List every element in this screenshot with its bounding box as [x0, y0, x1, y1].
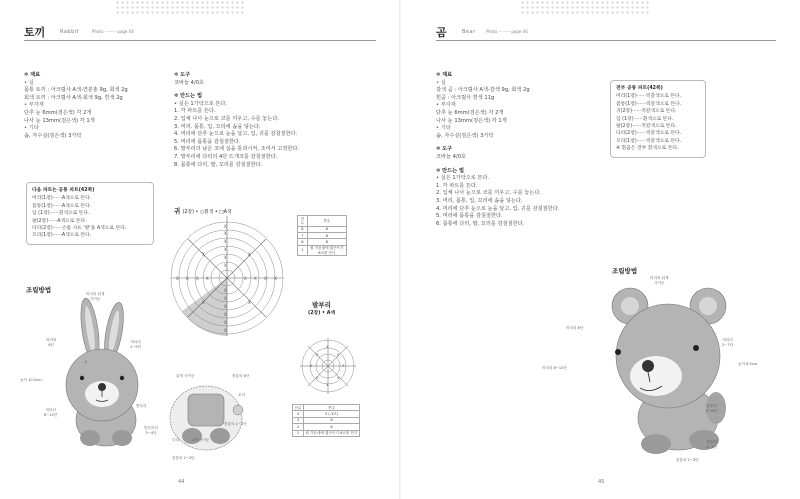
method-step: 2. 입체 나사 눈으로 코를 끼우고, 수를 놓는다.: [174, 115, 279, 122]
svg-text:X: X: [326, 383, 329, 387]
bear-illustration: [596, 278, 746, 458]
table-cell: 원 가운데에 짧은뜨기 6코를 뜬다: [307, 245, 346, 256]
yarn-line: 회색 토끼 : 아크릴사 A색-회색 9g, 흰색 2g: [24, 94, 123, 101]
method-heading: 만드는 법: [180, 93, 203, 100]
svg-text:X: X: [224, 328, 227, 333]
label-sole: 발부리의 3~4단: [144, 426, 158, 435]
ear-subtitle: (2장) • ○흰색 • □A색: [182, 210, 232, 215]
table-cell: 8: [307, 239, 346, 245]
method-step: 4. 머리에 단추 눈으로 눈을 달고, 입, 귀를 감침질한다.: [436, 205, 560, 212]
table-cell: 8: [298, 226, 308, 232]
label-ear-right: 머리의 2~7단: [722, 338, 734, 347]
table-cell: 7: [298, 232, 308, 238]
method-step: 1. 각 파트를 뜬다.: [174, 108, 216, 115]
table-cell: 8: [307, 226, 346, 232]
foot-heading: [308, 300, 335, 316]
table-cell: 6: [303, 424, 359, 430]
table-cell: 1: [298, 245, 308, 256]
common-line: 꼬리(1장)······A색으로 뜬다.: [32, 233, 92, 239]
tools-line: 코바늘 4/0호: [174, 79, 205, 86]
table-cell: 1: [293, 430, 304, 436]
label-leg: 다리: [172, 438, 179, 442]
label-body6: 몸통의 6단: [232, 374, 250, 378]
common-line: 다리(2장)······적갈색으로 뜬다.: [616, 131, 682, 137]
tools-heading: 도구: [442, 146, 453, 153]
method-step: 7. 발부리에 다리의 4단 뜨개코를 감침질한다.: [174, 153, 278, 160]
svg-text:X: X: [224, 296, 227, 301]
tools-method-section: ✲ 도구 코바늘 4/0호 ✲ 만드는 법 • 실은 1가닥으로 뜬다. 1. 각 파트를 뜬다. 2. 입체 나사 눈으로 코를 끼우고, 수를 놓는다. 3. 머리, 몸통, 입, 꼬리에 솜을 넣는다. 4. 머리에 단추 눈으로 눈을 달고, 입, 귀를 감침질한다. 5. 머리에 몸통을 감침질한다. 6. 발부리의 남은 코에 실을 통과시켜, 조여서 고정한다. 7. 발부리에 다리의 4단 뜨개코를 감침질한다. 8. 몸통에 다리, 팔, 꼬리를 감침질한다.: [174, 72, 374, 169]
svg-text:X: X: [196, 276, 199, 281]
table-cell: 단수: [294, 405, 302, 410]
common-line: 몸통(1장)······A색으로 뜬다.: [32, 203, 92, 209]
common-line: 다리(2장)······손톱 사뜨 '발'을 A색으로 뜬다.: [32, 226, 127, 232]
label-face-knit: 뒤게 사이둔: [176, 374, 195, 378]
label-head8: 머리의 8단: [46, 338, 57, 347]
label-eye: 머리의 8~12단: [542, 366, 567, 370]
common-line: 팔(2장)······적갈색으로 뜬다.: [616, 124, 677, 130]
label-body2: 몸통의 2~3단: [172, 456, 195, 460]
svg-text:X: X: [342, 364, 345, 368]
svg-text:X: X: [224, 239, 227, 244]
method-heading: 만드는 법: [442, 167, 465, 174]
etc-heading: 기타: [440, 125, 451, 132]
page-number: 44: [178, 479, 185, 485]
materials-section: ✲ 재료 • 실 몸통 토끼 : 아크릴사 A색-연분홍 9g, 회색 2g 회색 토끼 : 아크릴사 A색-회색 9g, 흰색 2g • 부자재 단추 눈 6mm(검은색) 각 2개 나사 눈 13mm(검은색) 각 1개 • 기타 솜, 자수실(검은색) 3가닥: [24, 72, 164, 140]
method-step: 5. 머리에 몸통을 감침질한다.: [174, 138, 241, 145]
yarn-heading: 실: [28, 79, 34, 86]
materials-heading: 재료: [30, 72, 41, 78]
yarn-line: 갈색 곰 : 아크릴사 A색-갈색 9g, 회색 2g: [436, 87, 530, 94]
page-gutter: [399, 0, 401, 499]
label-body13: 몸통의 1~3단: [224, 422, 247, 426]
table-cell: 2: [293, 424, 304, 430]
title-rule: [436, 40, 776, 41]
common-parts-box: [26, 182, 154, 245]
svg-text:X: X: [224, 255, 227, 260]
title-rule: [24, 40, 376, 41]
svg-text:X: X: [316, 353, 319, 357]
svg-text:X: X: [176, 276, 179, 281]
parts-line: 단추 눈 6mm(검은색) 각 2개: [24, 109, 92, 116]
table-cell: 6: [298, 239, 308, 245]
ear-title: 귀: [174, 207, 181, 215]
foot-subtitle: (2장) • A색: [308, 311, 336, 316]
method-step: 5. 머리에 몸통을 감침질한다.: [436, 213, 503, 220]
parts-heading: 부자재: [28, 102, 44, 109]
svg-text:X: X: [224, 288, 227, 293]
common-line: 머리(1장)······A색으로 뜬다.: [32, 196, 92, 202]
photo-reference: Photo ········· page 06: [486, 29, 528, 34]
parts-heading: 부자재: [440, 102, 456, 109]
page-title: 곰: [436, 26, 447, 39]
foot-chart: [298, 336, 358, 396]
common-line: 입 (1장)······흰색으로 뜬다.: [32, 211, 90, 217]
body-detail-illustration: [158, 380, 258, 460]
table-cell: 콧수: [307, 216, 346, 227]
svg-text:X: X: [244, 276, 247, 281]
svg-text:X: X: [337, 376, 340, 380]
svg-text:X: X: [224, 304, 227, 309]
ear-heading: [174, 206, 232, 215]
photo-reference: Photo ········· page 04: [92, 29, 134, 34]
ear-row-table: [297, 215, 347, 256]
svg-text:X: X: [186, 276, 189, 281]
svg-text:X: X: [254, 276, 257, 281]
english-title: Rabbit: [60, 29, 80, 35]
svg-text:X: X: [206, 276, 209, 281]
common-line: 꼬리(1장)······적갈색으로 뜬다.: [616, 138, 682, 144]
page-number: 45: [598, 479, 605, 485]
svg-text:X: X: [224, 320, 227, 325]
table-cell: 4: [293, 411, 304, 417]
common-line: 귀(2장)······적갈색으로 뜬다.: [616, 109, 677, 115]
table-cell: 6: [303, 417, 359, 423]
label-foot: 발부리: [136, 404, 147, 408]
etc-heading: 기타: [28, 125, 39, 132]
common-line: 머리(1장)······적갈색으로 뜬다.: [616, 94, 682, 100]
common-box-title: 다음 파트는 공통 파트(42쪽): [32, 188, 95, 193]
common-line: 입 (1장)······흰색으로 뜬다.: [616, 116, 674, 122]
label-head8: 머리의 8단: [566, 326, 584, 330]
label-tail: 꼬리: [238, 393, 245, 397]
label-body-knit: 4개 사이둔: [192, 438, 210, 442]
common-line: ※ 흰곰은 전부 흰색으로 뜬다.: [616, 146, 679, 152]
method-step: 6. 발부리의 남은 코에 실을 통과시켜, 조여서 고정한다.: [174, 146, 300, 153]
method-step: 3. 머리, 몸통, 입, 꼬리에 솜을 넣는다.: [436, 197, 523, 204]
table-cell: 8: [307, 232, 346, 238]
parts-line: 나사 눈 13mm(검은색) 각 1개: [436, 117, 507, 124]
foot-row-table: [292, 404, 360, 437]
method-step: 3. 머리, 몸통, 입, 꼬리에 솜을 넣는다.: [174, 123, 261, 130]
svg-text:X: X: [202, 252, 205, 257]
parts-line: 나사 눈 13mm(검은색) 각 1개: [24, 117, 95, 124]
svg-text:X: X: [224, 224, 227, 229]
table-cell: 3 (-3코): [303, 411, 359, 417]
method-step: 6. 몸통에 다리, 팔, 꼬리를 감침질한다.: [436, 220, 525, 227]
label-body5: 몸통의 5~6단: [706, 404, 718, 413]
svg-text:X: X: [224, 312, 227, 317]
label-eye: 머리의 8~12단: [44, 408, 58, 417]
method-step: 8. 몸통에 다리, 팔, 꼬리를 감침질한다.: [174, 161, 263, 168]
svg-text:X: X: [310, 364, 313, 368]
dot-pattern: [115, 0, 245, 14]
method-step: 2. 입체 나사 눈으로 코를 끼우고, 수를 놓는다.: [436, 190, 541, 197]
materials-section: ✲ 재료 • 실 갈색 곰 : 아크릴사 A색-갈색 9g, 회색 2g 흰곰 : 아크릴사 흰색 11g • 부자재 단추 눈 6mm(검은색) 각 2개 나사 눈 13mm(검은색) 각 1개 • 기타 솜, 자수실(검은색) 3가닥 ✲ 도구 코바늘 4/0호 ✲ 만드는 법 • 실은 1가닥으로 뜬다. 1. 각 파트를 뜬다. 2. 입체 나사 눈으로 코를 끼우고, 수를 놓는다. 3. 머리, 몸통, 입, 꼬리에 솜을 넣는다. 4. 머리에 단추 눈으로 눈을 달고, 입, 귀를 감침질한다. 5. 머리에 몸통을 감침질한다. 6. 몸통에 다리, 팔, 꼬리를 감침질한다.: [436, 72, 596, 228]
tools-heading: 도구: [180, 72, 191, 78]
label-body23: 몸통의 2~3단: [676, 458, 699, 462]
common-line: 팔(2장)······A색으로 뜬다.: [32, 218, 87, 224]
label-body13: 몸통의 1~3단: [706, 440, 718, 449]
table-cell: 콧수: [303, 405, 359, 411]
svg-text:X: X: [264, 276, 267, 281]
label-ear-right: 머리의 1~9단: [130, 340, 142, 349]
svg-text:X: X: [202, 300, 205, 305]
common-box-title: 전부 공통 파트(42쪽): [616, 86, 663, 91]
svg-text:X: X: [224, 247, 227, 252]
materials-heading: 재료: [442, 72, 453, 78]
yarn-heading: 실: [440, 79, 446, 86]
label-height: 높이 8.5cm: [738, 362, 758, 366]
parts-line: 단추 눈 6mm(검은색) 각 2개: [436, 109, 504, 116]
method-step: 1. 각 파트를 뜬다.: [436, 182, 478, 189]
svg-text:X: X: [316, 376, 319, 380]
svg-text:X: X: [224, 231, 227, 236]
dot-pattern: [520, 0, 650, 14]
table-cell: 단수: [298, 216, 308, 227]
assembly-heading: 조립방법: [26, 286, 52, 294]
table-cell: 원 가운데에 짧은뜨기 6코를 뜬다: [303, 430, 359, 436]
ear-chart: [162, 216, 292, 336]
method-step: • 실은 1가닥으로 뜬다.: [174, 100, 228, 107]
svg-text:X: X: [224, 263, 227, 268]
common-line: 몸통(1장)······적갈색으로 뜬다.: [616, 101, 682, 107]
label-ear-mid: 머리의 뒤게 사이둔: [86, 292, 105, 301]
assembly-heading: 조립방법: [612, 267, 638, 275]
yarn-line: 몸통 토끼 : 아크릴사 A색-연분홍 9g, 회색 2g: [24, 87, 128, 94]
common-parts-box: [610, 80, 706, 158]
svg-text:X: X: [337, 353, 340, 357]
method-step: • 실은 1가닥으로 뜬다.: [436, 175, 490, 182]
english-title: Bear: [462, 29, 476, 35]
svg-text:X: X: [248, 300, 251, 305]
table-cell: 3: [293, 417, 304, 423]
svg-text:X: X: [248, 252, 251, 257]
method-step: 4. 머리에 단추 눈으로 눈을 달고, 입, 귀를 감침질한다.: [174, 131, 298, 138]
label-ear-top: 머리의 뒤게 사이둔: [650, 276, 669, 285]
label-height: 높이 10.5cm: [20, 378, 42, 382]
tools-line: 코바늘 4/0호: [436, 153, 467, 160]
label-nose: 코: [84, 360, 88, 364]
etc-line: 솜, 자수실(검은색) 3가닥: [436, 132, 494, 139]
page-title: 토끼: [24, 26, 46, 39]
etc-line: 솜, 자수실(검은색) 3가닥: [24, 132, 82, 139]
svg-text:X: X: [274, 276, 277, 281]
foot-title: 발부리: [312, 301, 331, 309]
yarn-line: 흰곰 : 아크릴사 흰색 11g: [436, 94, 495, 101]
svg-text:X: X: [326, 345, 329, 349]
